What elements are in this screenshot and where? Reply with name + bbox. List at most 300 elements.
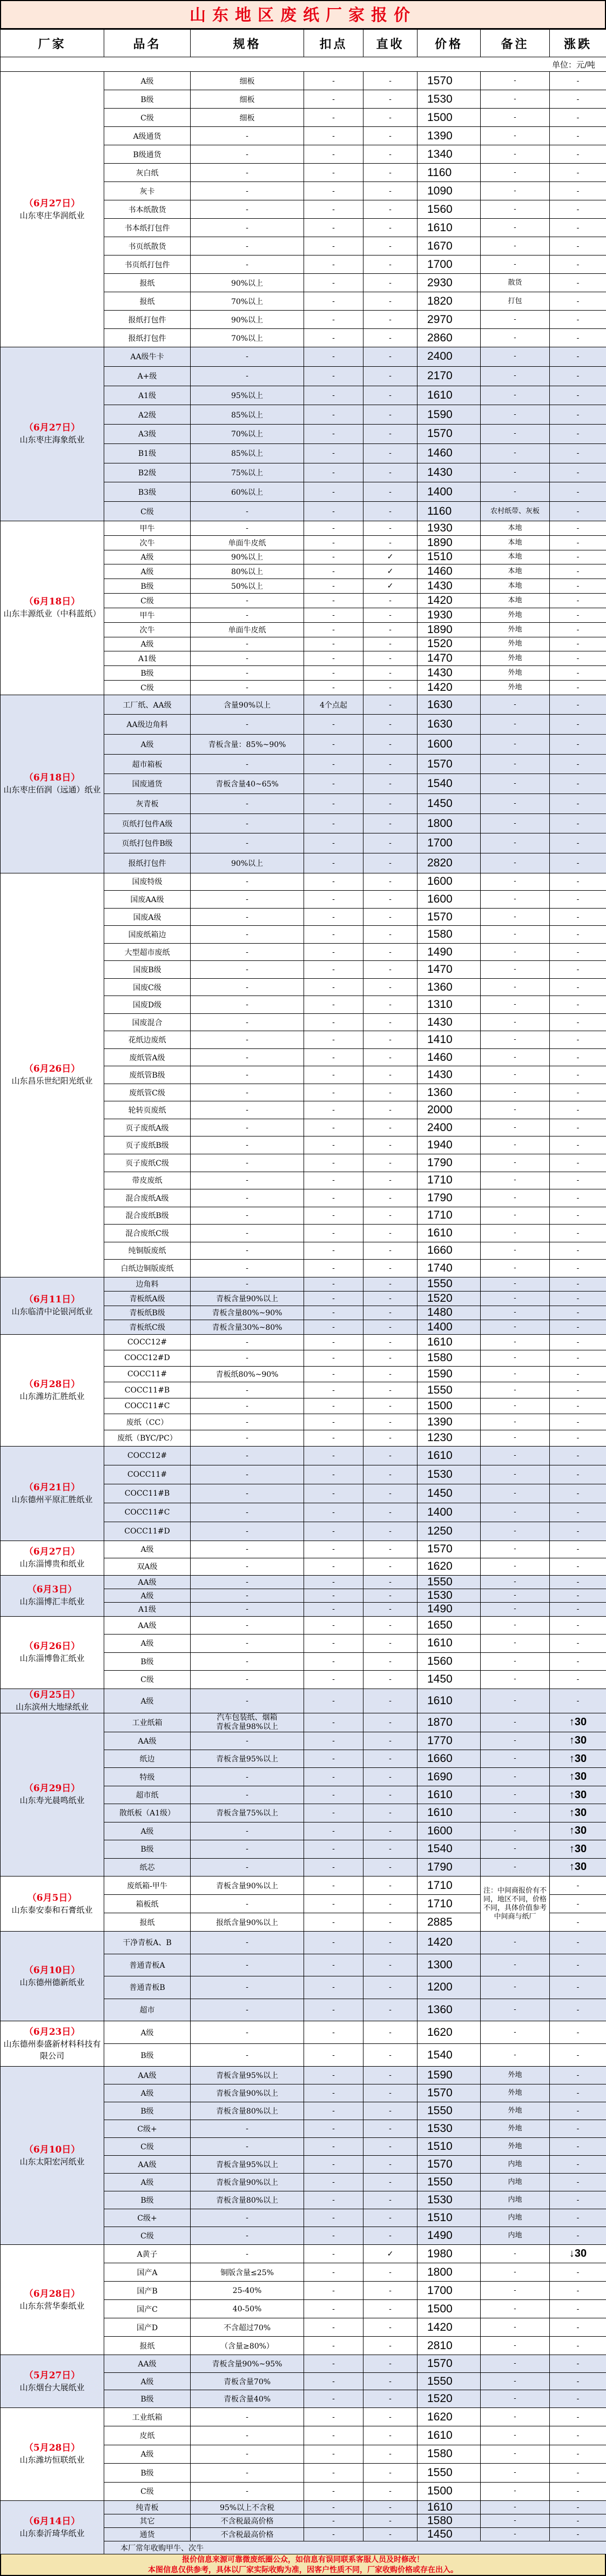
spec: 50%以上 xyxy=(191,579,304,594)
deduct-points: - xyxy=(304,1822,363,1840)
price-change: - xyxy=(550,2482,606,2500)
deduct-points: - xyxy=(304,1154,363,1172)
product-name: C级 xyxy=(104,1671,191,1689)
spec: - xyxy=(191,1465,304,1484)
direct-purchase: - xyxy=(363,1189,418,1207)
note: 农村纸带、灰板 xyxy=(481,502,550,521)
note: - xyxy=(481,1750,550,1767)
deduct-points: - xyxy=(304,754,363,774)
price-change: - xyxy=(550,1172,606,1189)
note: - xyxy=(481,2527,550,2541)
note: 本地 xyxy=(481,594,550,608)
factory-name: 山东太阳宏河纸业 xyxy=(19,2157,84,2167)
price: 1570 xyxy=(418,754,481,774)
deduct-points: - xyxy=(304,255,363,274)
deduct-points: - xyxy=(304,219,363,237)
product-name: A级 xyxy=(104,2174,191,2191)
price: 1540 xyxy=(418,774,481,794)
product-name: A1级 xyxy=(104,651,191,666)
price-change: - xyxy=(550,2120,606,2138)
spec: - xyxy=(191,1382,304,1398)
product-name: A2级 xyxy=(104,405,191,425)
spec: - xyxy=(191,1119,304,1136)
product-name: 混合废纸B级 xyxy=(104,1207,191,1225)
product-name: A级 xyxy=(104,2372,191,2390)
deduct-points: - xyxy=(304,715,363,735)
price: 1820 xyxy=(418,292,481,311)
direct-purchase: - xyxy=(363,1277,418,1292)
note: 外地 xyxy=(481,681,550,695)
spec: - xyxy=(191,996,304,1014)
product-name: 废纸（BYC/PC） xyxy=(104,1430,191,1446)
price-change: - xyxy=(550,2390,606,2408)
note: - xyxy=(481,1858,550,1876)
price: 1450 xyxy=(418,794,481,814)
direct-purchase: - xyxy=(363,2138,418,2156)
product-name: 超市箱板 xyxy=(104,754,191,774)
direct-purchase: - xyxy=(363,425,418,444)
price: 1570 xyxy=(418,2084,481,2102)
table-row xyxy=(1,347,606,367)
product-name: 特级 xyxy=(104,1768,191,1786)
price-change: - xyxy=(550,2514,606,2527)
factory-name: 山东泰安泰和石膏纸业 xyxy=(11,1905,92,1915)
spec: - xyxy=(191,237,304,255)
direct-purchase: - xyxy=(363,1671,418,1689)
spec: - xyxy=(191,1225,304,1242)
product-name: 双A级 xyxy=(104,1558,191,1575)
note: - xyxy=(481,1768,550,1786)
direct-purchase: - xyxy=(363,2337,418,2355)
direct-purchase: - xyxy=(363,637,418,651)
direct-purchase: - xyxy=(363,1066,418,1084)
price: 2820 xyxy=(418,853,481,873)
direct-purchase: ✓ xyxy=(363,579,418,594)
price: 1420 xyxy=(418,681,481,695)
deduct-points: - xyxy=(304,164,363,182)
price: 1360 xyxy=(418,1999,481,2021)
price: 1470 xyxy=(418,961,481,979)
spec: - xyxy=(191,2426,304,2445)
direct-purchase: - xyxy=(363,2318,418,2337)
deduct-points: - xyxy=(304,1031,363,1049)
deduct-points: - xyxy=(304,1541,363,1558)
price: 2860 xyxy=(418,329,481,347)
note: - xyxy=(481,978,550,996)
product-name: 报纸 xyxy=(104,1913,191,1932)
price: 1610 xyxy=(418,386,481,405)
price: 1530 xyxy=(418,2120,481,2138)
direct-purchase: - xyxy=(363,2464,418,2482)
deduct-points: - xyxy=(304,2191,363,2209)
deduct-points: - xyxy=(304,347,363,367)
note: - xyxy=(481,1101,550,1119)
product-name: C级 xyxy=(104,594,191,608)
note: - xyxy=(481,1713,550,1732)
spec: 青板含量90%~95% xyxy=(191,2355,304,2373)
spec: - xyxy=(191,833,304,853)
price-change: - xyxy=(550,873,606,891)
note: - xyxy=(481,715,550,735)
product-name: 废纸管B级 xyxy=(104,1066,191,1084)
note: - xyxy=(481,1260,550,1277)
note: - xyxy=(481,1840,550,1858)
product-name: 国废D级 xyxy=(104,996,191,1014)
deduct-points: - xyxy=(304,72,363,90)
price-change: - xyxy=(550,1292,606,1306)
direct-purchase: - xyxy=(363,2084,418,2102)
note: - xyxy=(481,425,550,444)
note: - xyxy=(481,1172,550,1189)
price: 1470 xyxy=(418,651,481,666)
deduct-points: - xyxy=(304,608,363,622)
direct-purchase: - xyxy=(363,853,418,873)
price: 1430 xyxy=(418,579,481,594)
price-change: - xyxy=(550,961,606,979)
price: 1600 xyxy=(418,735,481,755)
direct-purchase: - xyxy=(363,2300,418,2318)
factory-name: 山东泰沂琦华纸业 xyxy=(19,2528,84,2538)
deduct-points: - xyxy=(304,926,363,944)
price: 1620 xyxy=(418,2407,481,2426)
price: 1660 xyxy=(418,1750,481,1767)
note: - xyxy=(481,2390,550,2408)
product-name: 青板纸A级 xyxy=(104,1292,191,1306)
factory-cell xyxy=(1,2500,104,2554)
factory-cell xyxy=(1,873,104,1277)
product-name: AA级 xyxy=(104,2355,191,2373)
product-name: A级 xyxy=(104,550,191,564)
note: 打包 xyxy=(481,292,550,311)
price: 1490 xyxy=(418,2227,481,2245)
direct-purchase: - xyxy=(363,594,418,608)
deduct-points: - xyxy=(304,681,363,695)
price: 1500 xyxy=(418,1398,481,1414)
price: 2400 xyxy=(418,347,481,367)
note: - xyxy=(481,2355,550,2373)
note: - xyxy=(481,1652,550,1671)
product-name: 散纸板（A1级） xyxy=(104,1804,191,1822)
price-change: - xyxy=(550,311,606,329)
deduct-points: - xyxy=(304,1465,363,1484)
price: 2970 xyxy=(418,311,481,329)
spec: - xyxy=(191,127,304,145)
price-table-body xyxy=(1,72,606,2554)
table-row xyxy=(1,873,606,891)
price: 1940 xyxy=(418,1136,481,1154)
deduct-points: - xyxy=(304,2514,363,2527)
product-name: 国废混合 xyxy=(104,1013,191,1031)
note: - xyxy=(481,1786,550,1804)
deduct-points: - xyxy=(304,182,363,200)
note: 外地 xyxy=(481,2084,550,2102)
price-change: - xyxy=(550,608,606,622)
note: - xyxy=(481,1398,550,1414)
price: 1800 xyxy=(418,2263,481,2282)
note: - xyxy=(481,72,550,90)
direct-purchase: - xyxy=(363,329,418,347)
product-name: B级 xyxy=(104,2464,191,2482)
spec: - xyxy=(191,2482,304,2500)
price: 1580 xyxy=(418,1350,481,1367)
note: - xyxy=(481,833,550,853)
factory-name: 山东烟台大展纸业 xyxy=(19,2383,84,2392)
spec: 40-50% xyxy=(191,2300,304,2318)
spec: - xyxy=(191,1954,304,1976)
product-name: A级 xyxy=(104,1589,191,1602)
price: 1390 xyxy=(418,127,481,145)
price-change: - xyxy=(550,1430,606,1446)
note: 散货 xyxy=(481,274,550,292)
spec: 70%以上 xyxy=(191,292,304,311)
price: 2810 xyxy=(418,2337,481,2355)
direct-purchase: - xyxy=(363,2500,418,2514)
note: - xyxy=(481,2300,550,2318)
product-name: 书页纸打包件 xyxy=(104,255,191,274)
price: 1450 xyxy=(418,1671,481,1689)
note: - xyxy=(481,1031,550,1049)
direct-purchase: - xyxy=(363,926,418,944)
product-name: C级 xyxy=(104,109,191,127)
deduct-points: - xyxy=(304,1446,363,1465)
spec: - xyxy=(191,1503,304,1522)
spec: 青板含量90%以上 xyxy=(191,1876,304,1895)
note: 本地 xyxy=(481,564,550,579)
price-change: - xyxy=(550,735,606,755)
price-change: - xyxy=(550,1976,606,1999)
header-spec: 规格 xyxy=(191,30,304,57)
product-name: 书本纸打包件 xyxy=(104,219,191,237)
note: 外地 xyxy=(481,651,550,666)
deduct-points: - xyxy=(304,2390,363,2408)
note: - xyxy=(481,182,550,200)
product-name: 报纸打包件 xyxy=(104,853,191,873)
factory-cell xyxy=(1,2067,104,2245)
note: - xyxy=(481,1446,550,1465)
note: - xyxy=(481,2318,550,2337)
spec: - xyxy=(191,891,304,909)
spec: - xyxy=(191,255,304,274)
deduct-points: - xyxy=(304,292,363,311)
note: - xyxy=(481,1484,550,1503)
price: 1420 xyxy=(418,594,481,608)
note: - xyxy=(481,2263,550,2282)
direct-purchase: - xyxy=(363,502,418,521)
price: 1570 xyxy=(418,2355,481,2373)
price-change: - xyxy=(550,1616,606,1635)
price: 1610 xyxy=(418,1334,481,1350)
spec: - xyxy=(191,1031,304,1049)
note: - xyxy=(481,329,550,347)
product-name: 超市纸 xyxy=(104,1786,191,1804)
direct-purchase: ✓ xyxy=(363,564,418,579)
header-factory: 厂家 xyxy=(1,30,104,57)
price: 1600 xyxy=(418,891,481,909)
price: 1600 xyxy=(418,1822,481,1840)
spec: - xyxy=(191,1616,304,1635)
factory-cell xyxy=(1,1713,104,1876)
product-name: 干净青板A、B xyxy=(104,1932,191,1954)
product-name: B1级 xyxy=(104,443,191,463)
deduct-points: - xyxy=(304,1306,363,1320)
price-change: - xyxy=(550,1575,606,1589)
deduct-points: - xyxy=(304,1484,363,1503)
note: 外地 xyxy=(481,666,550,681)
factory-cell xyxy=(1,2407,104,2500)
deduct-points: - xyxy=(304,1840,363,1858)
note: - xyxy=(481,463,550,482)
product-name: 书页纸散货 xyxy=(104,237,191,255)
price-change: - xyxy=(550,2407,606,2426)
table-row xyxy=(1,695,606,715)
note: - xyxy=(481,908,550,926)
note: 外地 xyxy=(481,2120,550,2138)
note: - xyxy=(481,2464,550,2482)
product-name: 国产B xyxy=(104,2282,191,2300)
price: 1610 xyxy=(418,1635,481,1653)
price-change: - xyxy=(550,1119,606,1136)
deduct-points: - xyxy=(304,2138,363,2156)
price: 1700 xyxy=(418,833,481,853)
spec: 青板含量95%以上 xyxy=(191,1750,304,1767)
spec: - xyxy=(191,594,304,608)
deduct-points: - xyxy=(304,1895,363,1913)
table-row xyxy=(1,2500,606,2514)
direct-purchase: - xyxy=(363,1541,418,1558)
direct-purchase: - xyxy=(363,1932,418,1954)
note: - xyxy=(481,2445,550,2463)
note: - xyxy=(481,164,550,182)
direct-purchase: - xyxy=(363,943,418,961)
deduct-points: 4个点起 xyxy=(304,695,363,715)
price-change: - xyxy=(550,594,606,608)
price-change: - xyxy=(550,1320,606,1335)
price-change: - xyxy=(550,1635,606,1653)
spec: - xyxy=(191,1732,304,1750)
spec: - xyxy=(191,1976,304,1999)
spec: 青板含量40% xyxy=(191,2390,304,2408)
price: 1600 xyxy=(418,873,481,891)
product-name: COCC11# xyxy=(104,1465,191,1484)
direct-purchase: - xyxy=(363,1786,418,1804)
deduct-points: - xyxy=(304,735,363,755)
direct-purchase: - xyxy=(363,1306,418,1320)
note: - xyxy=(481,1503,550,1522)
quote-date: （5月27日） xyxy=(3,2370,102,2382)
spec: - xyxy=(191,347,304,367)
direct-purchase: - xyxy=(363,237,418,255)
note: - xyxy=(481,996,550,1014)
table-row xyxy=(1,2355,606,2373)
factory-cell xyxy=(1,1541,104,1575)
deduct-points: - xyxy=(304,2527,363,2541)
factory-name: 山东德州泰盛新材料科技有限公司 xyxy=(3,2039,100,2061)
quote-date: （6月21日） xyxy=(3,1482,102,1494)
direct-purchase: - xyxy=(363,873,418,891)
product-name: 其它 xyxy=(104,2514,191,2527)
spec: - xyxy=(191,943,304,961)
price-change: - xyxy=(550,1382,606,1398)
product-name: 报纸 xyxy=(104,292,191,311)
deduct-points: - xyxy=(304,443,363,463)
spec: 90%以上 xyxy=(191,550,304,564)
price-change: - xyxy=(550,482,606,502)
spec: - xyxy=(191,1558,304,1575)
deduct-points: - xyxy=(304,1616,363,1635)
note: - xyxy=(481,90,550,109)
price: 1800 xyxy=(418,813,481,833)
price: 1590 xyxy=(418,2067,481,2084)
factory-cell xyxy=(1,695,104,873)
price-change: - xyxy=(550,2337,606,2355)
deduct-points: - xyxy=(304,386,363,405)
price-change: - xyxy=(550,219,606,237)
deduct-points: - xyxy=(304,1277,363,1292)
factory-name: 山东淄博贵和纸业 xyxy=(19,1559,84,1569)
price: 1200 xyxy=(418,1976,481,1999)
price-change: - xyxy=(550,2318,606,2337)
product-name: A级 xyxy=(104,1635,191,1653)
price-change: - xyxy=(550,943,606,961)
deduct-points: - xyxy=(304,2482,363,2500)
price-change: - xyxy=(550,1048,606,1066)
spec: 青板含量30%~80% xyxy=(191,1320,304,1335)
direct-purchase: - xyxy=(363,1320,418,1335)
price-change: - xyxy=(550,366,606,386)
product-name: B级 xyxy=(104,579,191,594)
product-name: 纸边 xyxy=(104,1750,191,1767)
note: - xyxy=(481,695,550,715)
spec: 90%以上 xyxy=(191,311,304,329)
product-name: 次牛 xyxy=(104,622,191,637)
deduct-points: - xyxy=(304,1786,363,1804)
price-change: - xyxy=(550,2156,606,2174)
price-change: - xyxy=(550,145,606,164)
spec: 青板含量90%以上 xyxy=(191,2084,304,2102)
factory-name: 山东淄博鲁汇纸业 xyxy=(19,1653,84,1663)
direct-purchase: - xyxy=(363,774,418,794)
price: 1710 xyxy=(418,1172,481,1189)
deduct-points: - xyxy=(304,996,363,1014)
spec: - xyxy=(191,715,304,735)
price: 1460 xyxy=(418,564,481,579)
table-row xyxy=(1,1876,606,1895)
price: 1550 xyxy=(418,2372,481,2390)
factory-name: 山东德州德新纸业 xyxy=(19,1978,84,1987)
factory-name: 山东潍坊恒联纸业 xyxy=(19,2455,84,2465)
price-change: - xyxy=(550,2084,606,2102)
price-change: - xyxy=(550,908,606,926)
product-name: 国废纸箱边 xyxy=(104,926,191,944)
header-row xyxy=(1,30,606,57)
price: 1700 xyxy=(418,2282,481,2300)
note: - xyxy=(481,311,550,329)
spec: 报纸含量90%以上 xyxy=(191,1913,304,1932)
product-name: 废纸箱-甲牛 xyxy=(104,1876,191,1895)
spec: - xyxy=(191,1932,304,1954)
spec: - xyxy=(191,794,304,814)
spec: - xyxy=(191,502,304,521)
header-change: 涨跌 xyxy=(550,30,606,57)
direct-purchase: - xyxy=(363,1895,418,1913)
price-change: - xyxy=(550,637,606,651)
direct-purchase: - xyxy=(363,463,418,482)
note: - xyxy=(481,1589,550,1602)
price: 1610 xyxy=(418,1786,481,1804)
product-name: A级 xyxy=(104,72,191,90)
factory-cell xyxy=(1,2355,104,2408)
price-change: - xyxy=(550,386,606,405)
